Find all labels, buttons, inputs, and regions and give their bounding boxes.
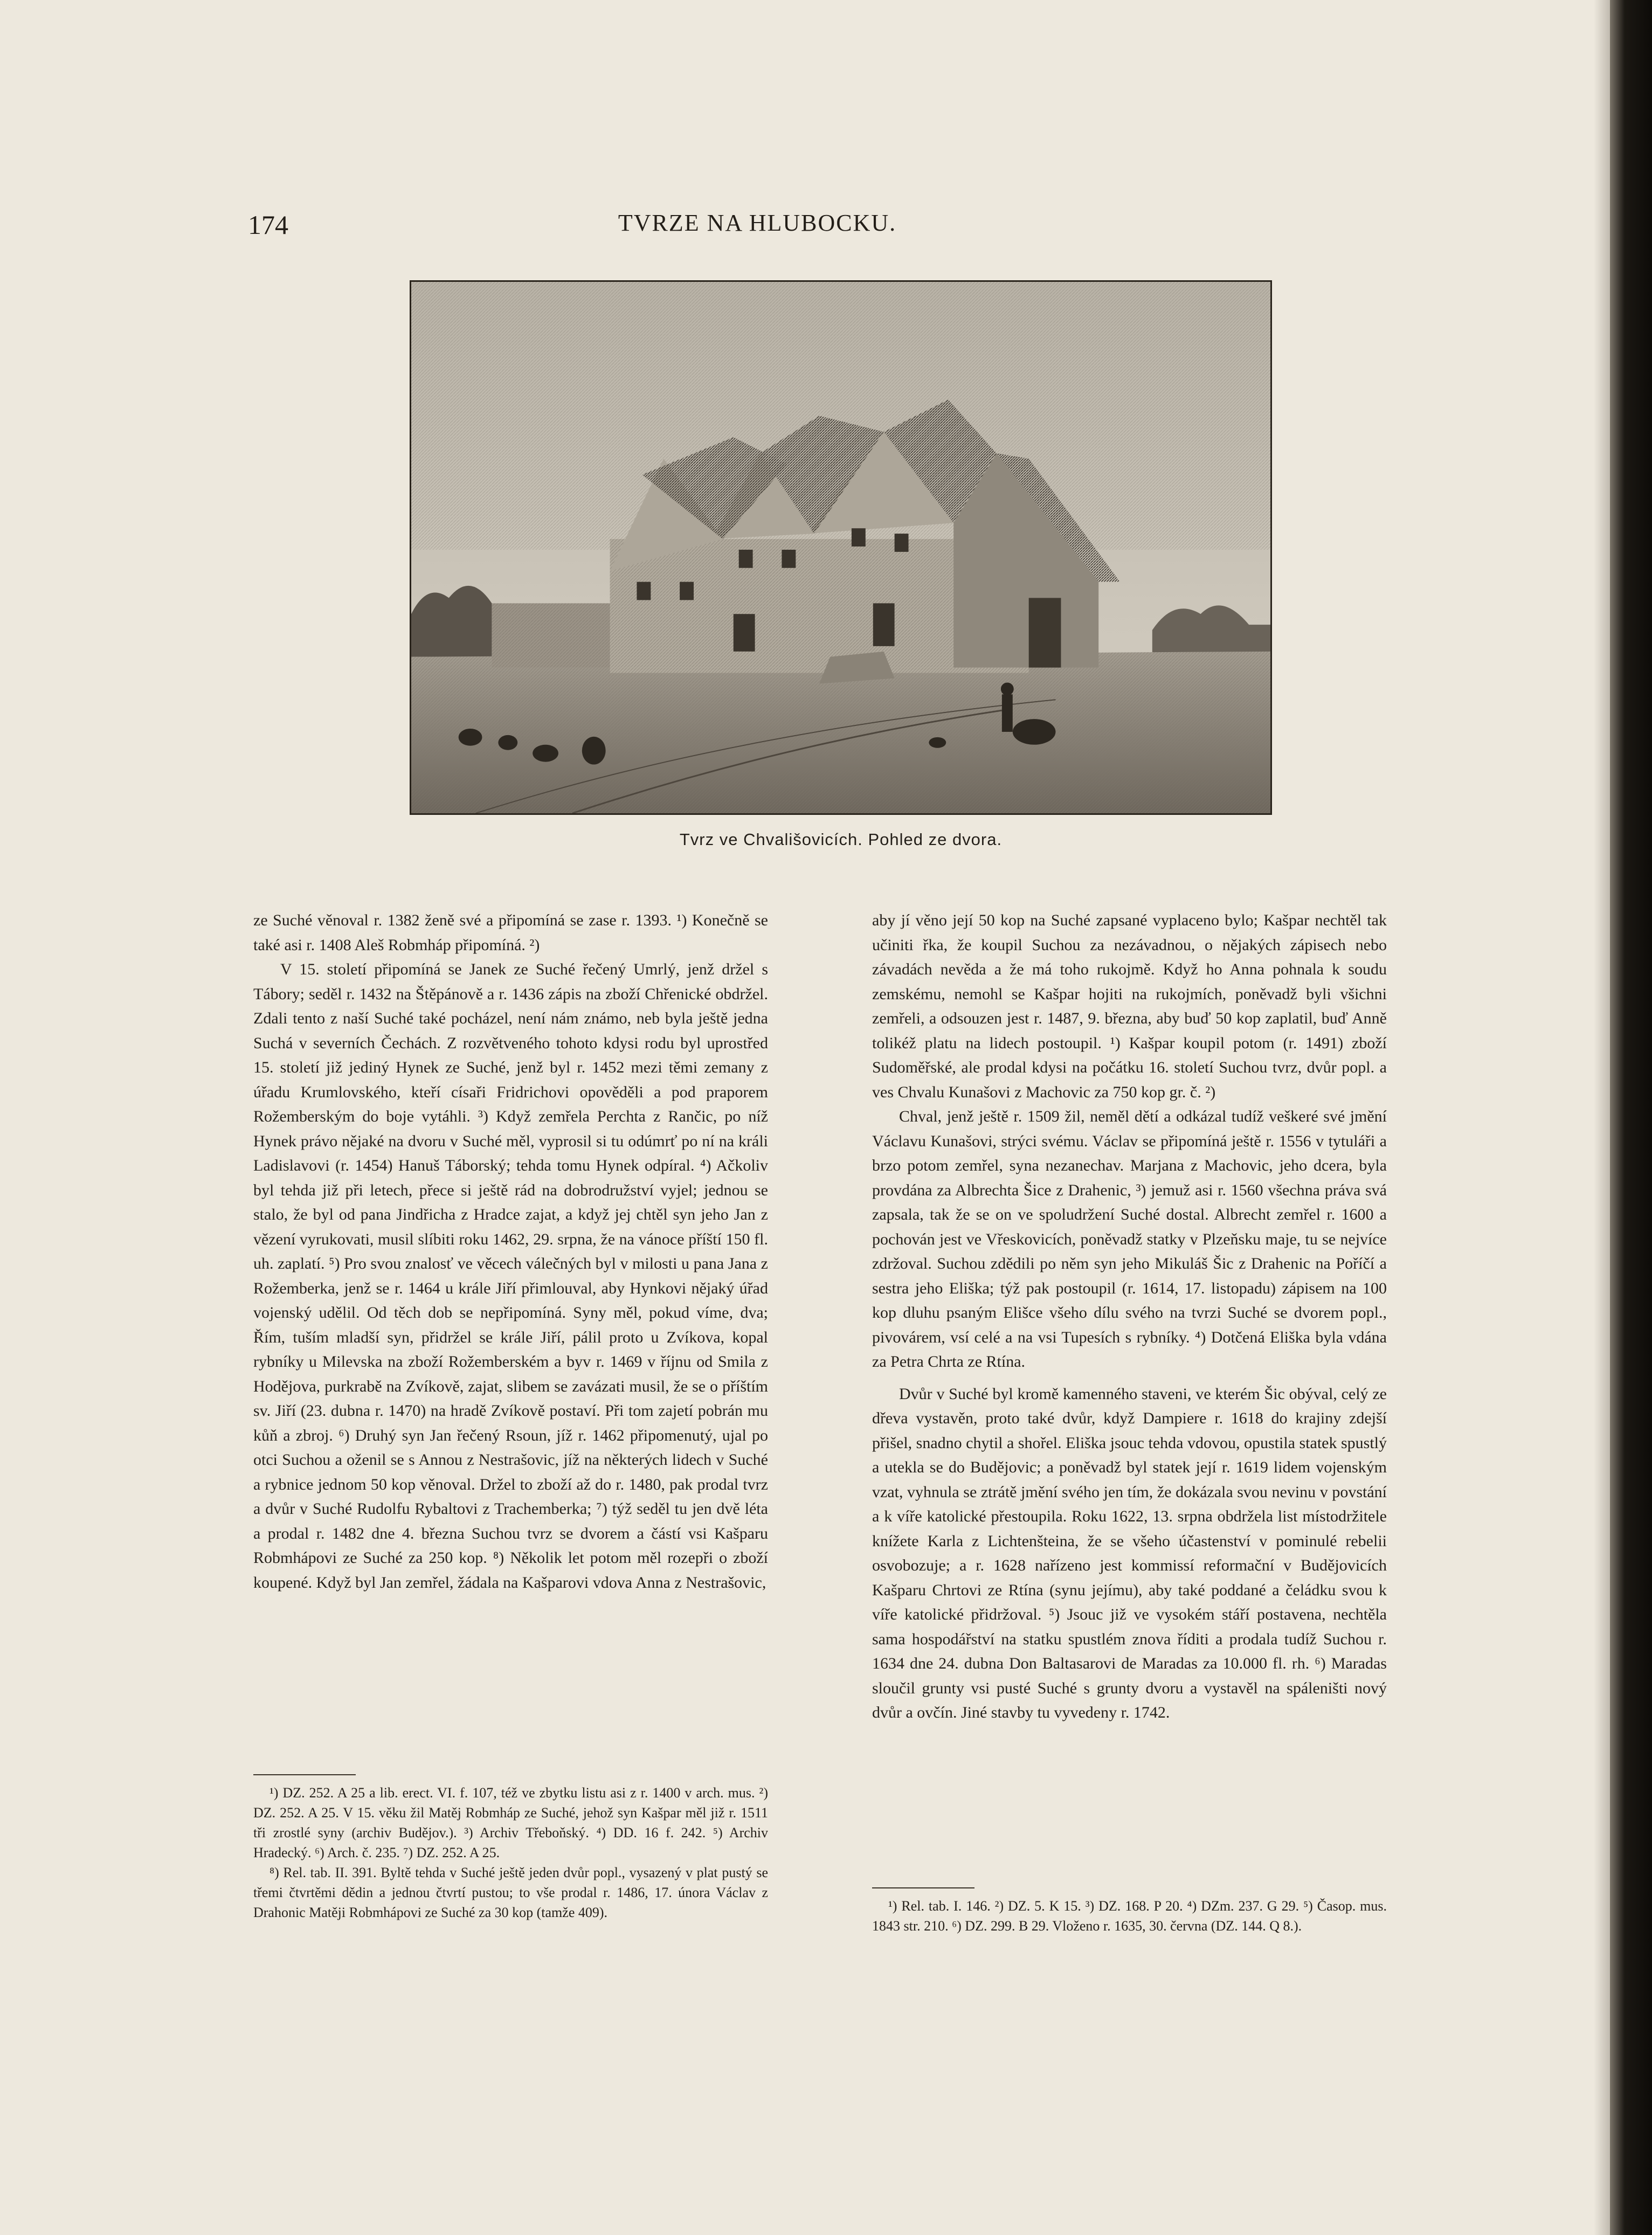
page-number: 174 (248, 210, 288, 240)
footnote: ¹) DZ. 252. A 25 a lib. erect. VI. f. 107, též ve zbytku listu asi z r. 1400 v arch. mus. ²) DZ. 252. A 25. V 15. věku žil Matěj Robmháp ze Suché, jehož syn Kašpar měl již r. 1511 tři zrostlé syny (archiv Budějov.). ³) Archiv Třeboňský. ⁴) DD. 16 f. 242. ⁵) Archiv Hradecký. ⁶) Arch. č. 235. ⁷) DZ. 252. A 25. (253, 1785, 768, 1860)
page-gutter-shade (1594, 0, 1610, 2235)
right-footnotes (872, 1896, 1387, 1936)
footnote: ¹) Rel. tab. I. 146. ²) DZ. 5. K 15. ³) DZ. 168. P 20. ⁴) DZm. 237. G 29. ⁵) Časop. mus. 1843 str. 210. ⁶) DZ. 299. B 29. Vloženo r. 1635, 30. června (DZ. 144. Q 8.). (872, 1898, 1387, 1934)
paragraph: aby jí věno její 50 kop na Suché zapsané vyplaceno bylo; Kašpar nechtěl tak učiniti řka, že koupil Suchou za nezávadnou, o nějakých zápisech nebo závadách nevěda a že má toho rukojmě. Když ho Anna pohnala k soudu zemskému, nemohl se Kašpar hojiti na rukojmích, poněvadž byli všichni zemřeli, a odsouzen jest r. 1487, 9. března, aby buď 50 kop zaplatil, buď Anně tolikéž platu na lidech postoupil. ¹) Kašpar koupil potom (r. 1491) zboží Sudoměřské, ale prodal kdysi na počátku 16. století Suchou tvrz, dvůr popl. a ves Chvalu Kunašovi z Machovic za 750 kop gr. č. ²) (872, 911, 1387, 1101)
footnote: ⁸) Rel. tab. II. 391. Byltě tehda v Suché ještě jeden dvůr popl., vysazený v plat pustý se třemi čtvrtěmi dědin a jednou čtvrtí pustou; to vše prodal r. 1486, 17. února Václav z Drahonic Matěji Robmhápovi ze Suché za 30 kop (tamže 409). (253, 1865, 768, 1920)
page-title: TVRZE NA HLUBOCKU. (618, 210, 897, 236)
paragraph: Dvůr v Suché byl kromě kamenného staveni, ve kterém Šic obýval, celý ze dřeva vystavěn, proto také dvůr, když Dampiere r. 1618 do krajiny zdejší přišel, snadno chytil a shořel. Eliška jsouc tehda vdovou, opustila statek spustlý a utekla se do Budějovic; a poněvadž byl statek její r. 1619 lidem vojenským vzat, vyhnula se ztrátě jmění svého jen tím, že dokázala svou nevinu v povstání a k víře katolické přestoupila. Roku 1622, 13. srpna obdržela list místodržitele knížete Karla z Lichtenšteina, že se všeho účastenství v pominulé rebelii osvobozuje; a r. 1628 nařízeno jest kommissí reformační v Budějovicích Kašparu Chrtovi ze Rtína (synu jejímu), aby také poddané a čeládku svou k víře katolické přidržoval. ⁵) Jsouc již ve vysokém stáří postavena, nechtěla sama hospodářství na statku spustlém znova říditi a prodala tudíž Suchou r. 1634 dne 24. dubna Don Baltasarovi de Maradas za 10.000 fl. rh. ⁶) Maradas sloučil grunty vsi pusté Suché s grunty dvoru a vystavěl na spáleništi nový dvůr a ovčín. Jiné stavby tu vyvedeny r. 1742. (872, 1385, 1387, 1721)
running-head (248, 209, 1267, 247)
figure-caption: Tvrz ve Chvališovicích. Pohled ze dvora. (679, 830, 1003, 849)
paragraph: ze Suché věnoval r. 1382 ženě své a připomíná se zase r. 1393. ¹) Konečně se také asi r. 1408 Aleš Robmháp připomíná. ²) (253, 911, 768, 954)
right-text-column (872, 908, 1387, 1725)
farmstead-engraving (411, 282, 1270, 813)
left-text-column (253, 908, 768, 1595)
paragraph: Chval, jenž ještě r. 1509 žil, neměl dětí a odkázal tudíž veškeré své jmění Václavu Kunašovi, strýci svému. Václav se připomíná ještě r. 1556 v tytuláři a brzo potom zemřel, syna nezanechav. Marjana z Machovic, jeho dcera, byla provdána za Albrechta Šice z Drahenic, ³) jemuž asi r. 1560 všechna práva svá zapsala, tak že se on ve spoludržení Suché dostal. Albrecht zemřel r. 1600 a pochován jest ve Vřeskovicích, poněvadž statky v Plzeňsku maje, tu se nejvíce zdržoval. Suchou zdědili po něm syn jeho Mikuláš Šic z Drahenic na Poříčí a sestra jeho Eliška; týž pak postoupil (r. 1614, 17. listopadu) zápisem na 100 kop dluhu psaným Elišce všeho dílu svého na tvrzi Suché se dvorem popl., pivovárem, vsí celé a na vsi Tupesích s rybníky. ⁴) Dotčená Eliška byla vdána za Petra Chrta ze Rtína. (872, 1108, 1387, 1371)
left-footnotes (253, 1783, 768, 1922)
paragraph: V 15. století připomíná se Janek ze Suché řečený Umrlý, jenž držel s Tábory; seděl r. 1432 na Štěpánově a r. 1436 zápis na zboží Chřenické obdržel. Zdali tento z naší Suché také pocházel, není nám známo, neb byla ještě jedna Suchá v severních Čechách. Z rozvětveného tohoto kdysi rodu byl uprostřed 15. století již jediný Hynek ze Suché, jenž byl r. 1452 mezi těmi zemany z úřadu Krumlovského, kteří císaři Fridrichovi opověděli a pod praporem Rožemberským do boje vytáhli. ³) Když zemřela Perchta z Rančic, po níž Hynek právo nějaké na dvoru v Suché měl, vyprosil si tu odúmrť po ní na králi Ladislavovi (r. 1454) Hanuš Táborský; tehda tomu Hynek odpíral. ⁴) Ačkoliv byl tehda již při letech, přece si ještě rád na dobrodružství vyjel; jednou se stalo, že byl od pana Jindřicha z Hradce zajat, a když jej chtěl syn jeho Jan z vězení vyrukovati, musil slíbiti roku 1462, 29. srpna, že na vánoce příští 150 fl. uh. zaplatí. ⁵) Pro svou znalosť ve věcech válečných byl v milosti u pana Jana z Rožemberka, jenž se r. 1464 u krále Jiří přimlouval, aby Hynkovi nějaký úřad vojenský udělil. Od těch dob se nepřipomíná. Syny měl, pokud víme, dva; Řím, tuším mladší syn, přidržel se krále Jiří, pálil proto u Zvíkova, kopal rybníky u Milevska na zboží Rožemberském a byv r. 1469 v říjnu od Smila z Hodějova, purkrabě na Zvíkově, zajat, slibem se zavázati musil, že se o příštím sv. Jiří (23. dubna r. 1470) na hradě Zvíkově postaví. Při tom zajetí pobrán mu kůň a zbroj. ⁶) Druhý syn Jan řečený Rsoun, jíž r. 1462 připomenutý, ujal po otci Suchou a oženil se s Annou z Nestrašovic, jíž na některých lidech v Suché a rybnice jednom 50 kop věnoval. Držel to zboží až do r. 1480, pak prodal tvrz a dvůr v Suché Rudolfu Rybaltovi z Trachemberka; ⁷) týž seděl tu jen dvě léta a prodal r. 1482 dne 4. března Suchou tvrz se dvorem a částí vsi Kašparu Robmhápovi ze Suché za 250 kop. ⁸) Několik let potom měl rozepři o zboží koupené. Když byl Jan zemřel, žádala na Kašparovi vdova Anna z Nestrašovic, (253, 960, 768, 1592)
footnote-rule (253, 1774, 356, 1775)
footnote-rule (872, 1887, 974, 1888)
book-spine-shadow (1610, 0, 1652, 2235)
engraving-illustration (410, 280, 1272, 815)
